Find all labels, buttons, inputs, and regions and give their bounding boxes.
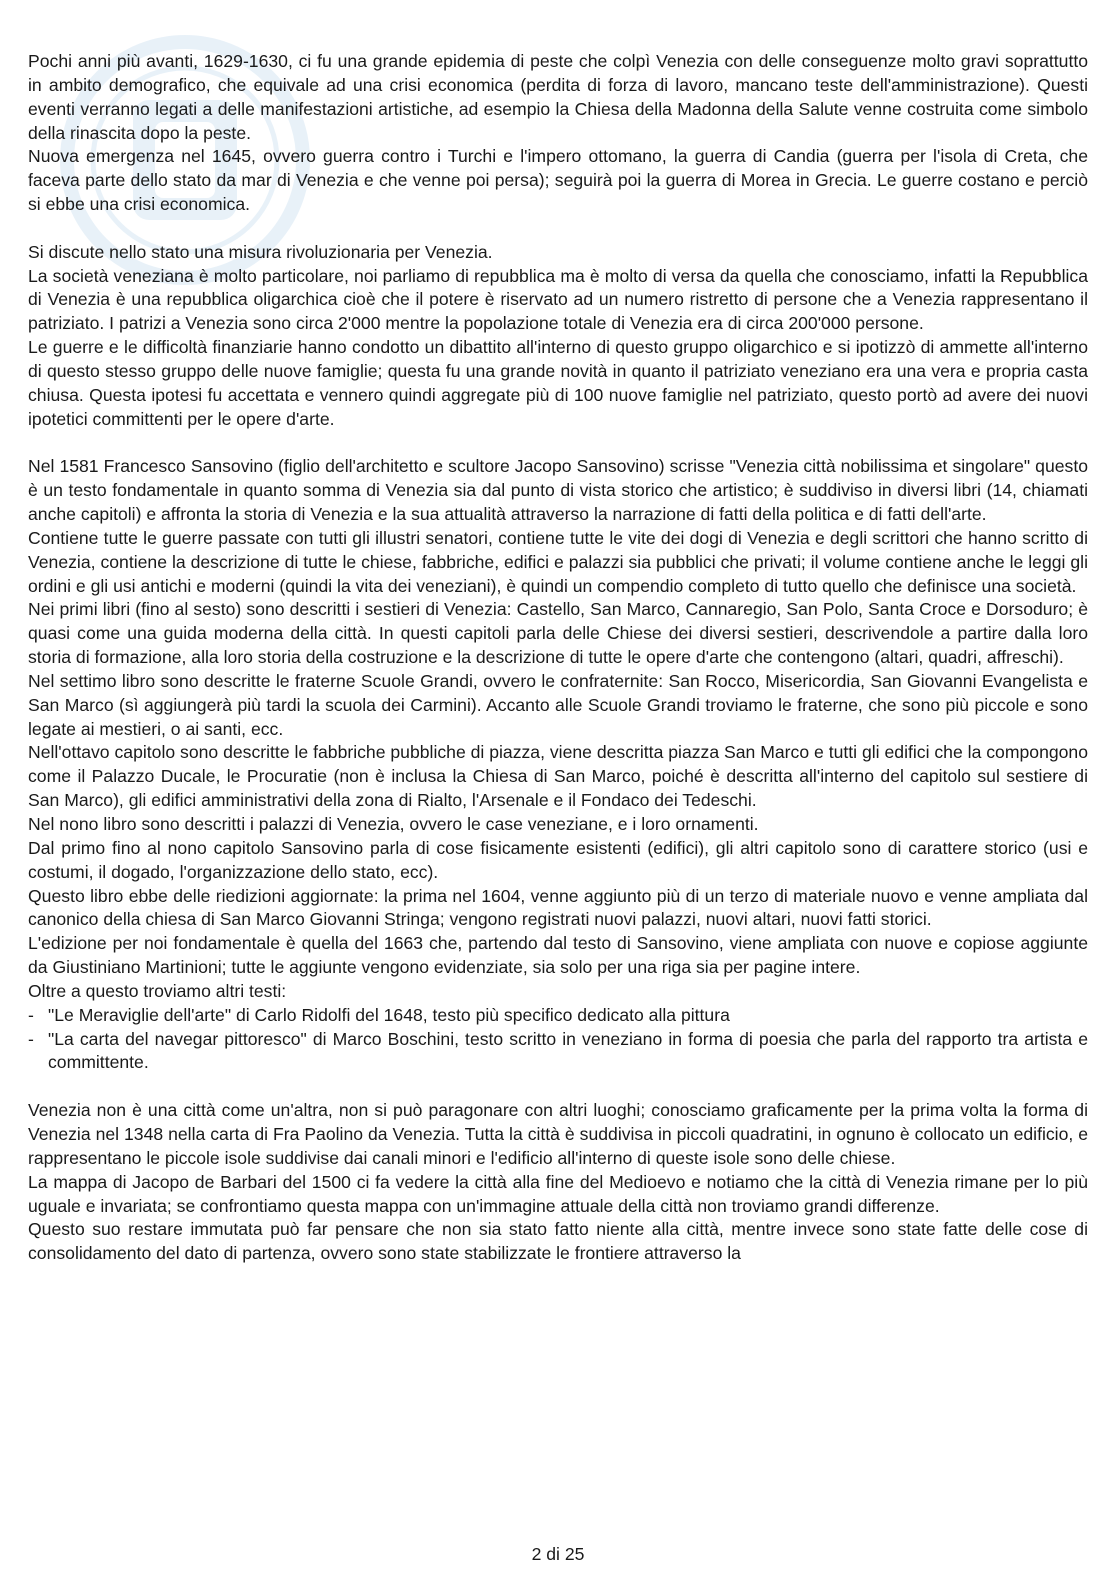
paragraph: Nell'ottavo capitolo sono descritte le fabbriche pubbliche di piazza, viene descritta piazza San Marco e tutti gli edifici che la compongono come il Palazzo Ducale, le Procuratie (non è inclusa la Chiesa di San Marco, poiché è descritta all'interno del capitolo sul sestiere di San Marco), gli edifici amministrativi della zona di Rialto, l'Arsenale e il Fondaco dei Tedeschi. [28,742,1088,811]
paragraph: La mappa di Jacopo de Barbari del 1500 ci fa vedere la città alla fine del Medioevo e notiamo che la città di Venezia rimane per lo più uguale e invariata; se confrontiamo questa mappa con un'immagine attuale della città non troviamo grandi differenze. [28,1171,1088,1216]
paragraph: Dal primo fino al nono capitolo Sansovino parla di cose fisicamente esistenti (edifici), gli altri capitolo sono di carattere storico (usi e costumi, il dogado, l'organizzazione dello stato, ecc). [28,837,1088,882]
paragraph: Questo libro ebbe delle riedizioni aggiornate: la prima nel 1604, venne aggiunto più di un terzo di materiale nuovo e venne ampliata dal canonico della chiesa di San Marco Giovanni Stringa; vengono registrati nuovi palazzi, nuovi altari, nuovi fatti storici. [28,885,1088,930]
document-body [28,50,1088,1266]
list-marker: - [28,1004,34,1025]
list-item-text: "La carta del navegar pittoresco" di Marco Boschini, testo scritto in veneziano in forma di poesia che parla del rapporto tra artista e committente. [48,1028,1088,1073]
paragraph: L'edizione per noi fondamentale è quella del 1663 che, partendo dal testo di Sansovino, viene ampliata con nuove e copiose aggiunte da Giustiniano Martinioni; tutte le aggiunte vengono evidenziate, sia solo per una riga sia per pagine intere. [28,933,1088,978]
paragraph: Nel 1581 Francesco Sansovino (figlio dell'architetto e scultore Jacopo Sansovino) scrisse "Venezia città nobilissima et singolare" questo è un testo fondamentale in quanto somma di Venezia sia dal punto di vista storico che artistico; è suddiviso in diversi libri (14, chiamati anche capitoli) e affronta la storia di Venezia e la sua attualità attraverso la narrazione di fatti della politica e di fatti dell'arte. [28,456,1088,525]
paragraph: Le guerre e le difficoltà finanziarie hanno condotto un dibattito all'interno di questo gruppo oligarchico e si ipotizzò di ammette all'interno di questo stesso gruppo delle nuove famiglie; questa fu una grande novità in quanto il patriziato veneziano era una vera e propria casta chiusa. Questa ipotesi fu accettata e vennero quindi aggregate più di 100 nuove famiglie nel patriziato, questo portò ad avere dei nuovi ipotetici committenti per le opere d'arte. [28,337,1088,429]
list-item [28,1004,1088,1028]
paragraph: Nuova emergenza nel 1645, ovvero guerra contro i Turchi e l'impero ottomano, la guerra di Candia (guerra per l'isola di Creta, che faceva parte dello stato da mar di Venezia e che venne poi persa); seguirà poi la guerra di Morea in Grecia. Le guerre costano e perciò si ebbe una crisi economica. [28,146,1088,215]
paragraph: Contiene tutte le guerre passate con tutti gli illustri senatori, contiene tutte le vite dei dogi di Venezia e degli scrittori che hanno scritto di Venezia, contiene la descrizione di tutte le chiese, fabbriche, edifici e palazzi sia pubblici che privati; il volume contiene anche le leggi gli ordini e gli usi antichi e moderni (quindi la vita dei veneziani), è quindi un compendio completo di tutto quello che definisce una società. [28,527,1088,596]
paragraph: Pochi anni più avanti, 1629-1630, ci fu una grande epidemia di peste che colpì Venezia con delle conseguenze molto gravi soprattutto in ambito demografico, che equivale ad una crisi economica (perdita di forza di lavoro, mancano teste dell'amministrazione). Questi eventi verranno legati a delle manifestazioni artistiche, ad esempio la Chiesa della Madonna della Salute venne costruita come simbolo della rinascita dopo la peste. [28,51,1088,143]
list-item [28,1028,1088,1076]
paragraph: Questo suo restare immutata può far pensare che non sia stato fatto niente alla città, mentre invece sono state fatte delle cose di consolidamento del dato di partenza, ovvero sono state stabilizzate le frontiere attraverso la [28,1219,1088,1264]
paragraph: Venezia non è una città come un'altra, non si può paragonare con altri luoghi; conosciamo graficamente per la prima volta la forma di Venezia nel 1348 nella carta di Fra Paolino da Venezia. Tutta la città è suddivisa in piccoli quadratini, in ognuno è collocato un edificio, e rappresentano le piccole isole suddivise dai canali minori e l'edificio all'interno di queste isole sono delle chiese. [28,1100,1088,1168]
paragraph-gap [28,217,1088,241]
page-number: 2 di 25 [531,1544,585,1564]
list-marker: - [28,1028,34,1049]
paragraph: Oltre a questo troviamo altri testi: [28,980,287,1001]
paragraph: Nei primi libri (fino al sesto) sono descritti i sestieri di Venezia: Castello, San Marco, Cannaregio, San Polo, Santa Croce e Dorsoduro; è quasi come una guida moderna della città. In questi capitoli parla delle Chiese dei diversi sestieri, descrivendole a partire dalla loro storia di formazione, alla loro storia della costruzione e la descrizione di tutte le opere d'arte che contengono (altari, quadri, affreschi). [28,599,1088,668]
paragraph-gap [28,432,1088,456]
paragraph: Nel settimo libro sono descritte le fraterne Scuole Grandi, ovvero le confraternite: San Rocco, Misericordia, San Giovanni Evangelista e San Marco (sì aggiungerà più tardi la scuola dei Carmini). Accanto alle Scuole Grandi troviamo le fraterne, che sono più piccole e sono legate ai mestieri, o ai santi, ecc. [28,670,1088,739]
other-texts-list [28,1004,1088,1076]
paragraph: La società veneziana è molto particolare, noi parliamo di repubblica ma è molto di versa da quella che conosciamo, infatti la Repubblica di Venezia è una repubblica oligarchica cioè che il potere è riservato ad un numero ristretto di persone che a Venezia rappresentano il patriziato. I patrizi a Venezia sono circa 2'000 mentre la popolazione totale di Venezia era di circa 200'000 persone. [28,265,1088,334]
paragraph: Nel nono libro sono descritti i palazzi di Venezia, ovvero le case veneziane, e i loro ornamenti. [28,814,759,834]
paragraph: Si discute nello stato una misura rivoluzionaria per Venezia. [28,241,493,262]
list-item-text: "Le Meraviglie dell'arte" di Carlo Ridolfi del 1648, testo più specifico dedicato alla pittura [48,1004,730,1025]
paragraph-gap [28,1075,1088,1099]
